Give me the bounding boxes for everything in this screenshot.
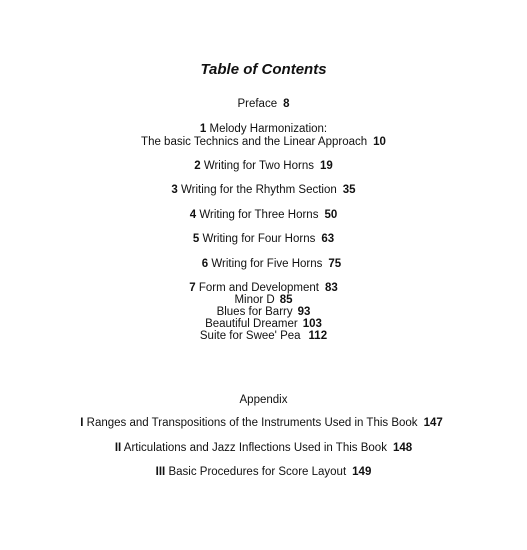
entry-page: 63 [321,233,335,245]
toc-entry-chapter-6 [8,257,527,271]
entry-page: 10 [373,136,386,148]
chapter-number: 1 [199,123,207,135]
entry-title: Writing for the Rhythm Section [181,184,337,196]
entry-page: 19 [319,160,333,172]
entry-page: 35 [342,184,356,196]
appendix-number: I [80,417,84,429]
entry-title: Melody Harmonization: [209,123,328,135]
toc-entry-chapter-3 [0,183,527,197]
chapter-number: 3 [171,184,178,196]
toc-subentry [0,329,527,343]
entry-title: Form and Development [198,282,319,294]
entry-title: Preface [237,98,278,110]
entry-title: Writing for Four Horns [202,233,316,245]
chapter-number: 6 [201,258,209,270]
entry-title: Ranges and Transpositions of the Instruments Used in This Book [86,417,418,429]
toc-entry-preface [0,97,527,111]
toc-entry-chapter-1-line2 [0,135,527,149]
chapter-number: 7 [189,282,196,294]
entry-title: Articulations and Jazz Inflections Used in This Book [123,442,387,454]
entry-title: Writing for Two Horns [203,160,314,172]
entry-page: 93 [297,306,311,318]
entry-page: 85 [279,294,293,306]
appendix-number: III [155,466,166,478]
page-title: Table of Contents [200,61,327,78]
entry-title: The basic Technics and the Linear Approach [141,136,368,148]
toc-entry-appendix-3 [0,465,527,479]
entry-page: 50 [324,209,338,221]
entry-title: Writing for Three Horns [199,209,319,221]
entry-page: 149 [352,466,372,478]
entry-page: 83 [324,282,338,294]
entry-page: 103 [302,318,322,330]
toc-entry-chapter-1 [0,122,527,136]
appendix-heading: Appendix [239,394,288,406]
chapter-number: 5 [192,233,200,245]
entry-page: 112 [308,330,328,342]
entry-title: Blues for Barry [216,306,293,318]
toc-entry-appendix-1 [0,416,525,430]
entry-page: 147 [423,417,443,429]
entry-title: Basic Procedures for Score Layout [168,466,347,478]
chapter-number: 2 [194,160,201,172]
entry-page: 8 [283,98,290,110]
toc-entry-chapter-2 [0,159,527,173]
toc-entry-chapter-5 [0,232,527,246]
appendix-number: II [114,442,122,454]
entry-title: Suite for Swee' Pea [199,330,301,342]
chapter-number: 4 [189,209,197,221]
entry-title: Minor D [234,294,275,306]
entry-title: Beautiful Dreamer [205,318,298,330]
entry-page: 148 [392,442,413,454]
entry-page: 75 [328,258,342,270]
toc-entry-appendix-2 [0,441,527,455]
entry-title: Writing for Five Horns [211,258,323,270]
toc-entry-chapter-4 [0,208,527,222]
